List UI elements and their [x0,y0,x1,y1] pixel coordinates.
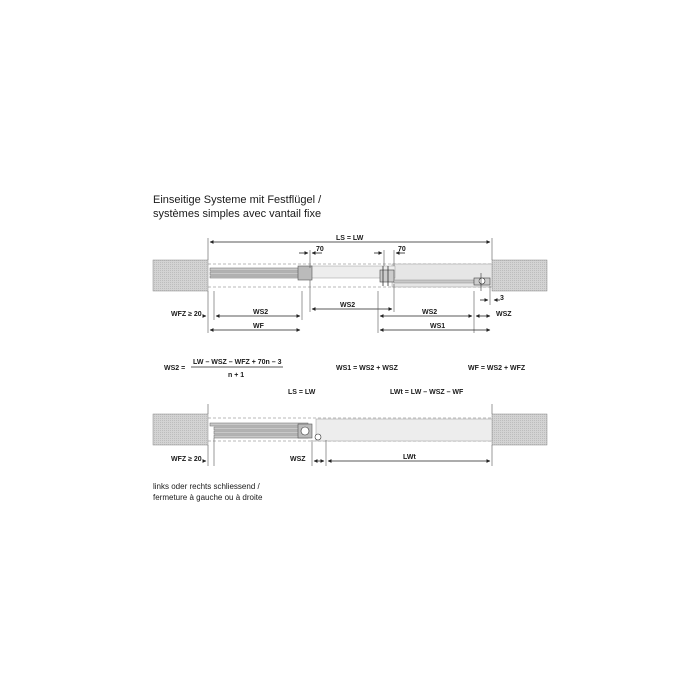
formulas [164,359,526,396]
label-wsz-bottom: WSZ [290,456,306,463]
label-wfz-top: WFZ ≥ 20 [171,311,202,318]
track-2 [210,272,310,275]
wall-left-2 [153,414,208,445]
label-ws2-left: WS2 [253,309,269,316]
track-1 [210,268,310,271]
label-ws2-right: WS2 [422,309,438,316]
label-wf: WF [253,323,264,330]
label-wfz-bottom: WFZ ≥ 20 [171,456,202,463]
label-70-right: 70 [398,246,406,253]
label-70-left: 70 [316,246,324,253]
title-line-2: systèmes simples avec vantail fixe [153,208,322,220]
formula-ws2-denominator: n + 1 [228,372,245,379]
formula-ws2-numerator: LW – WSZ – WFZ + 70n – 3 [193,359,282,366]
diagram-bottom [153,404,547,466]
caption-line-1: links oder rechts schliessend / [153,482,260,491]
formula-lwt: LWt = LW – WSZ – WF [390,389,464,396]
caption-line-2: fermeture à gauche ou à droite [153,493,263,502]
track-2-4 [214,435,308,438]
carrier-middle [380,270,394,282]
diagram-top [153,235,547,333]
formula-ws1: WS1 = WS2 + WSZ [336,365,398,372]
wall-left [153,260,208,291]
formula-ls-lw: LS = LW [288,389,316,396]
formula-ws2-lhs: WS2 = [164,365,186,372]
carrier-left [298,266,312,280]
label-lwt: LWt [403,454,416,461]
formula-wf: WF = WS2 + WFZ [468,365,526,372]
label-ws2-center: WS2 [340,302,356,309]
track-2-2 [214,427,308,430]
label-ls-lw: LS = LW [336,235,364,242]
label-wsz-top: WSZ [496,311,512,318]
track-2-1 [210,423,308,426]
wall-right [492,260,547,291]
track-2-3 [214,431,308,434]
opening-clear [316,419,492,441]
label-ws1: WS1 [430,323,446,330]
label-dim-3: 3 [500,295,504,302]
wall-right-2 [492,414,547,445]
title-line-1: Einseitige Systeme mit Festflügel / [153,194,322,206]
track-3 [210,276,310,278]
